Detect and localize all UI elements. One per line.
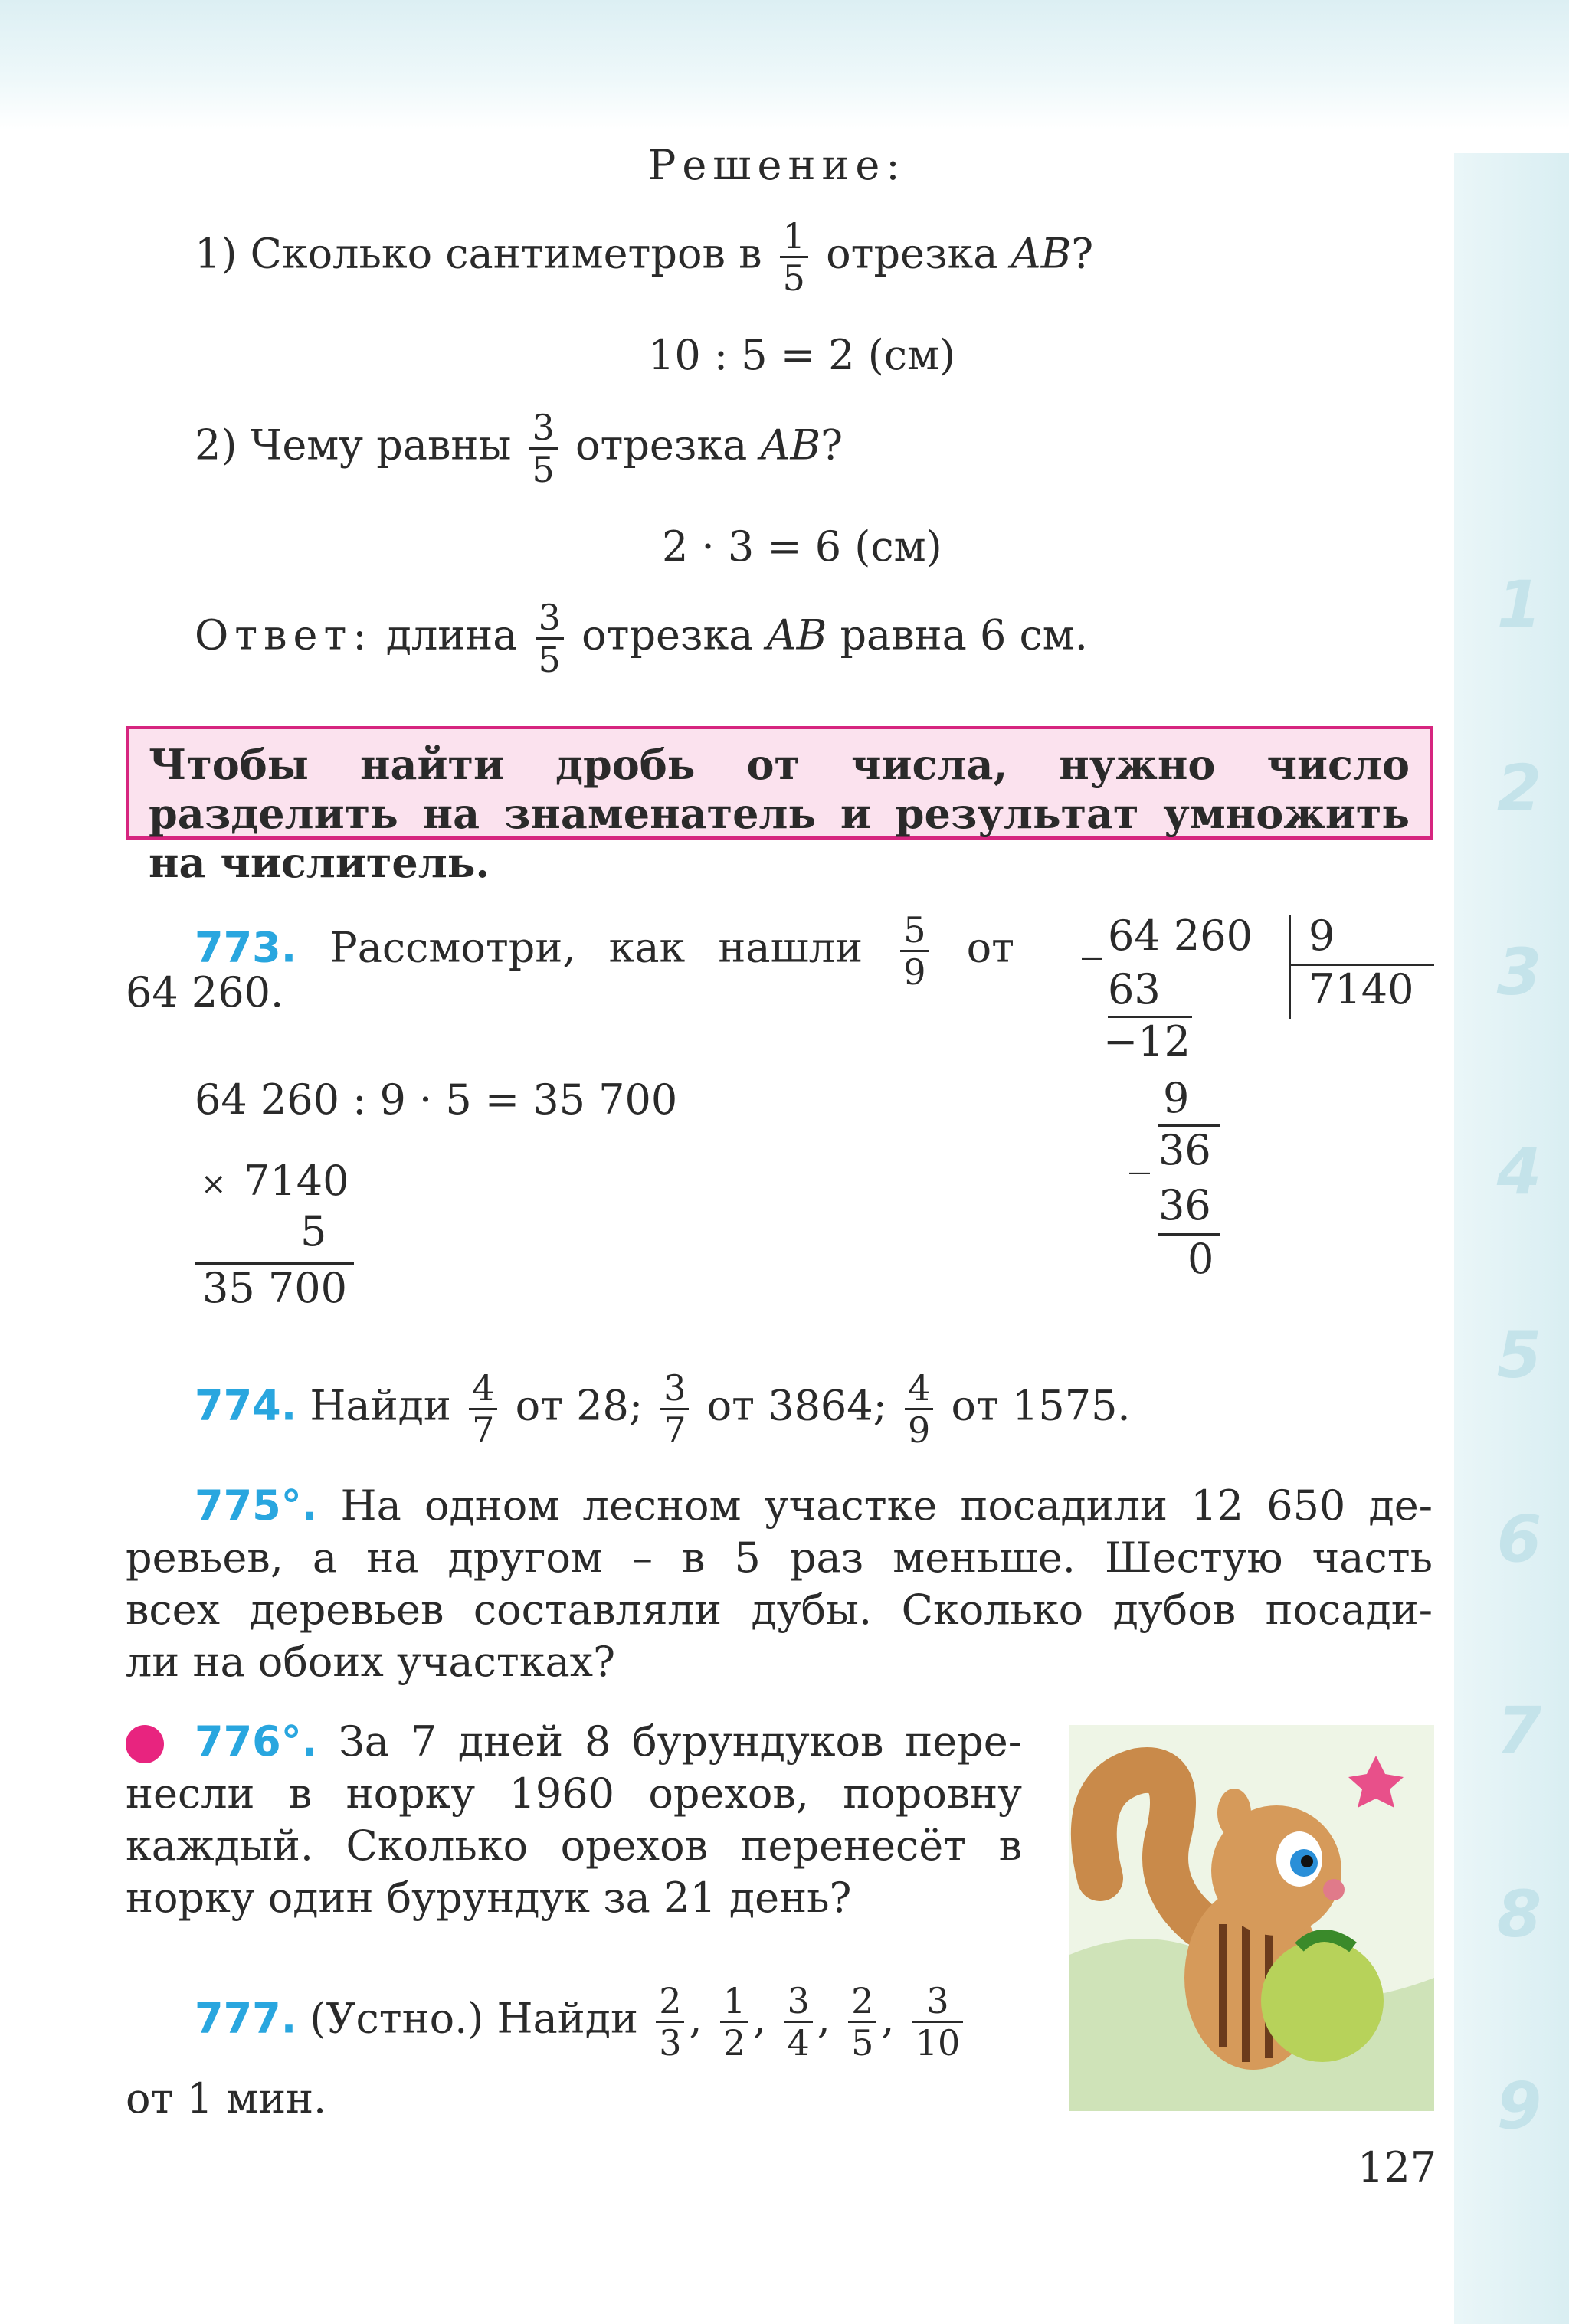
division-row-3: 9 (1163, 1074, 1190, 1122)
top-band (0, 0, 1569, 130)
bullet-dot (126, 1725, 164, 1763)
task-776-line-2: несли в норку 1960 орехов, поровну (126, 1769, 1022, 1818)
task-777-fraction-1: $\frac{2}{3}$ (656, 1981, 684, 2063)
task-776-number: 776°. (195, 1717, 318, 1766)
division-row-5: 36 (1158, 1181, 1211, 1229)
task-776-line-1: 776°. За 7 дней 8 бурундуков пере- (195, 1717, 1022, 1766)
task-776-line-3: каждый. Сколько орехов перенесёт в (126, 1822, 1022, 1870)
multiplier: 5 (300, 1207, 327, 1255)
task-777-line2: от 1 мин. (126, 2074, 327, 2123)
division-minus: _ (1082, 912, 1102, 960)
page-number: 127 (1358, 2143, 1437, 2191)
task-777-number: 777. (195, 1994, 297, 2043)
tab-4: 4 (1496, 1134, 1542, 1209)
step-1-fraction: $\frac{1}{5}$ (780, 216, 808, 298)
division-row-4: 36 (1158, 1126, 1211, 1174)
task-774-fraction-2: $\frac{3}{7}$ (660, 1368, 689, 1450)
side-tab-strip (1454, 153, 1569, 2324)
tab-6: 6 (1496, 1501, 1542, 1576)
division-minus-2: _ (1129, 1126, 1150, 1174)
step-1: 1) Сколько сантиметров в $\frac{1}{5}$ отрезка AB? (195, 215, 1094, 299)
answer-line: Ответ: длина $\frac{3}{5}$ отрезка AB равна 6 см. (195, 597, 1088, 680)
step-2: 2) Чему равны $\frac{3}{5}$ отрезка AB? (195, 407, 843, 490)
step-2-fraction: $\frac{3}{5}$ (529, 408, 558, 489)
equation-1: 10 : 5 = 2 (см) (648, 331, 956, 379)
tab-3: 3 (1496, 935, 1542, 1010)
step-2-label: 2) Чему равны (195, 421, 512, 470)
task-773-line2: 64 260. (126, 968, 284, 1016)
answer-label: Ответ: (195, 610, 373, 660)
divisor: 9 (1309, 912, 1335, 960)
task-777: 777. (Устно.) Найди $\frac{2}{3}$ , $\frac{1}{2}$ , $\frac{3}{4}$ , $\frac{2}{5}$ , $\frac{3}{10}$ (195, 1981, 968, 2063)
task-774-fraction-1: $\frac{4}{7}$ (469, 1368, 497, 1450)
tab-2: 2 (1496, 751, 1542, 826)
task-775-number: 775°. (195, 1481, 318, 1530)
solution-heading: Решение: (648, 141, 906, 189)
task-773-equation: 64 260 : 9 · 5 = 35 700 (195, 1075, 678, 1124)
chipmunk-illustration (1069, 1725, 1434, 2111)
rule-box: Чтобы найти дробь от числа, нужно число разделить на знаменатель и результат умножить на числитель. (126, 726, 1433, 840)
multiply-sign: × (201, 1167, 227, 1202)
task-777-fraction-5: $\frac{3}{10}$ (912, 1981, 964, 2063)
multiplicand: 7140 (244, 1157, 349, 1205)
step-1-segment: AB (1011, 229, 1072, 278)
step-2-tail: отрезка (575, 421, 748, 470)
step-1-label: 1) Сколько сантиметров в (195, 229, 762, 278)
product: 35 700 (202, 1264, 347, 1312)
task-776-line-4: норку один бурундук за 21 день? (126, 1874, 852, 1922)
quotient: 7140 (1309, 965, 1414, 1013)
division-row-1: 63 (1108, 965, 1161, 1013)
task-773-number: 773. (195, 923, 297, 972)
task-774: 774. Найди $\frac{4}{7}$ от 28; $\frac{3}{7}$ от 3864; $\frac{4}{9}$ от 1575. (195, 1367, 1131, 1451)
tab-5: 5 (1496, 1317, 1542, 1393)
answer-fraction: $\frac{3}{5}$ (536, 597, 564, 679)
task-774-number: 774. (195, 1381, 297, 1430)
task-777-fraction-4: $\frac{2}{5}$ (848, 1981, 876, 2063)
tab-7: 7 (1496, 1693, 1542, 1768)
division-bar (1289, 915, 1291, 1019)
division-row-6: 0 (1187, 1235, 1214, 1283)
task-775-line-2: ревьев, а на другом – в 5 раз меньше. Шестую часть (126, 1534, 1433, 1582)
dividend: 64 260 (1108, 912, 1253, 960)
step-1-tail: отрезка (826, 229, 998, 278)
task-775-line-3: всех деревьев составляли дубы. Сколько дубов посади- (126, 1586, 1433, 1634)
task-775-line-4: ли на обоих участках? (126, 1638, 616, 1686)
task-774-fraction-3: $\frac{4}{9}$ (905, 1368, 933, 1450)
task-773-fraction: $\frac{5}{9}$ (900, 910, 929, 992)
division-row-2: −12 (1103, 1017, 1191, 1065)
step-2-segment: AB (760, 421, 821, 470)
tab-9: 9 (1496, 2068, 1542, 2143)
equation-2: 2 · 3 = 6 (см) (662, 522, 942, 571)
task-777-fraction-2: $\frac{1}{2}$ (720, 1981, 748, 2063)
tab-1: 1 (1496, 567, 1542, 642)
tab-8: 8 (1496, 1877, 1542, 1952)
task-775-line-1: 775°. На одном лесном участке посадили 12 650 де- (195, 1481, 1433, 1530)
task-773-line1: 773. Рассмотри, как нашли $\frac{5}{9}$ от (195, 909, 1015, 993)
task-777-fraction-3: $\frac{3}{4}$ (784, 1981, 812, 2063)
